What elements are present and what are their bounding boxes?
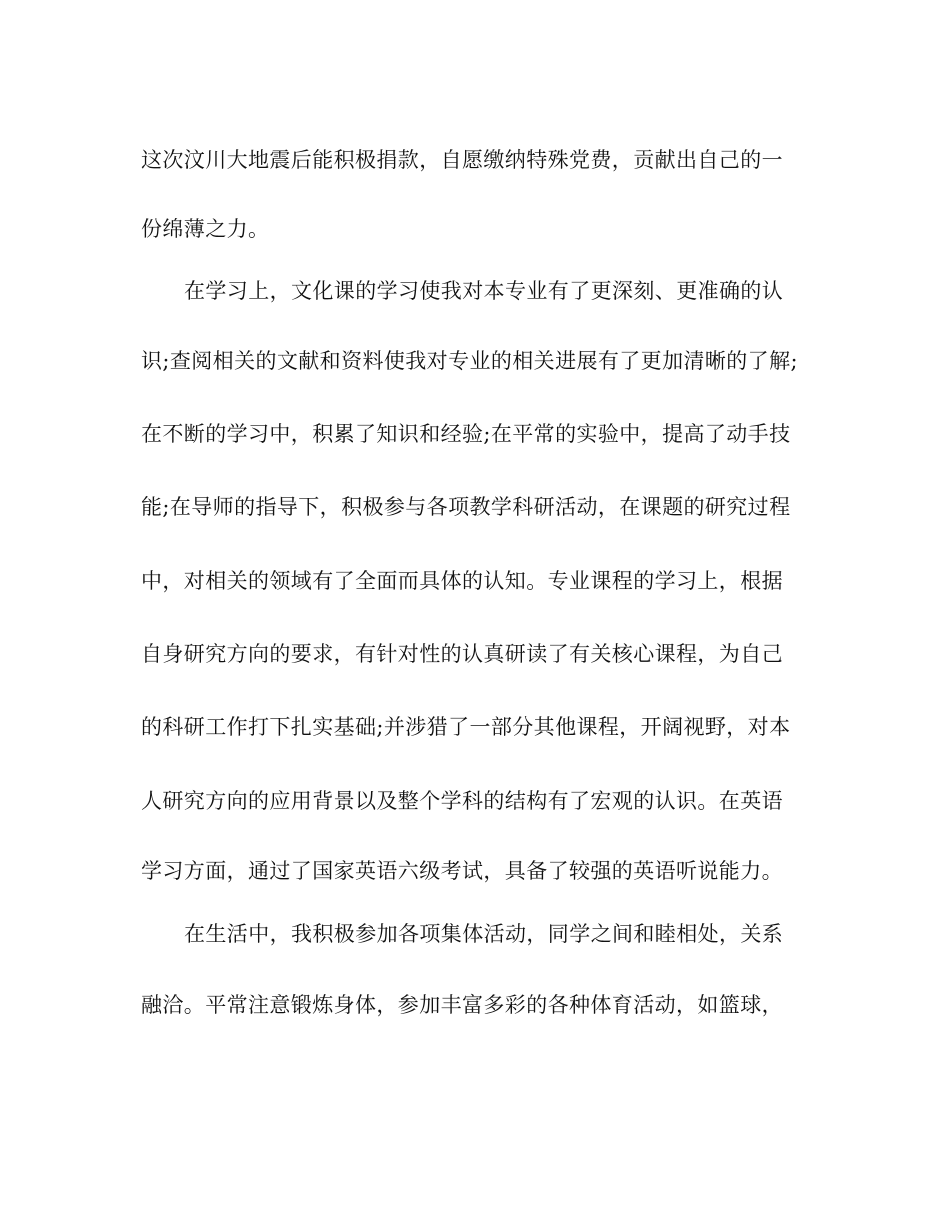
paragraph-line: 识;查阅相关的文献和资料使我对专业的相关进展有了更加清晰的了解; <box>141 349 798 373</box>
paragraph-line: 自身研究方向的要求，有针对性的认真研读了有关核心课程，为自己 <box>141 642 783 666</box>
paragraph-line: 能;在导师的指导下，积极参与各项教学科研活动，在课题的研究过程 <box>141 495 791 519</box>
paragraph-line: 中，对相关的领域有了全面而具体的认知。专业课程的学习上，根据 <box>141 569 783 593</box>
paragraph-line: 在学习上，文化课的学习使我对本专业有了更深刻、更准确的认 <box>184 279 784 303</box>
paragraph-line: 份绵薄之力。 <box>141 217 270 241</box>
paragraph-line: 人研究方向的应用背景以及整个学科的结构有了宏观的认识。在英语 <box>141 789 783 813</box>
paragraph-line: 在不断的学习中，积累了知识和经验;在平常的实验中，提高了动手技 <box>141 422 791 446</box>
paragraph-line: 这次汶川大地震后能积极捐款，自愿缴纳特殊党费，贡献出自己的一 <box>141 148 783 172</box>
paragraph-line: 的科研工作打下扎实基础;并涉猎了一部分其他课程，开阔视野，对本 <box>141 715 791 739</box>
paragraph-line: 融洽。平常注意锻炼身体，参加丰富多彩的各种体育活动，如篮球， <box>141 993 783 1017</box>
paragraph-line: 学习方面，通过了国家英语六级考试，具备了较强的英语听说能力。 <box>141 859 783 883</box>
paragraph-line: 在生活中，我积极参加各项集体活动，同学之间和睦相处，关系 <box>184 922 784 946</box>
